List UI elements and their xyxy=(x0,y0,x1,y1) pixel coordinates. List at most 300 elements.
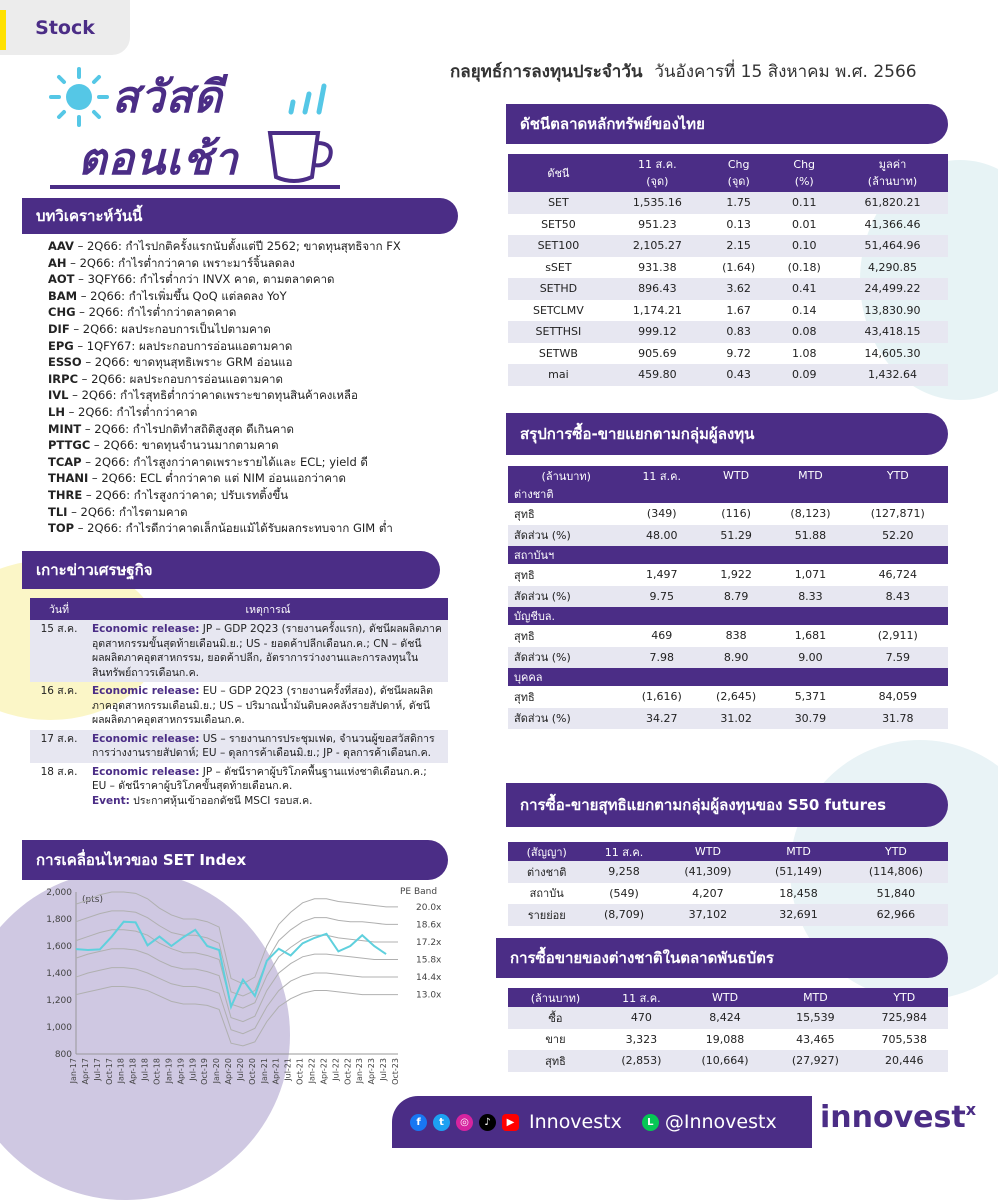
pe-band-title: PE Band xyxy=(400,887,438,897)
x-tick-label: Apr-23 xyxy=(367,1058,377,1085)
analysis-item xyxy=(48,470,401,487)
x-tick-label: Jul-18 xyxy=(140,1058,150,1081)
analysis-item xyxy=(48,404,401,421)
x-tick-label: Apr-17 xyxy=(80,1058,90,1085)
brand-logo: innovest$^x$ xyxy=(820,1100,977,1135)
table-cell: 0.11 xyxy=(771,192,837,214)
thai-index-table xyxy=(508,154,948,386)
table-cell: 725,984 xyxy=(861,1007,948,1029)
table-cell: 838 xyxy=(725,629,747,643)
table-row xyxy=(508,647,948,669)
table-cell: (549) xyxy=(609,886,639,900)
x-tick-label: Oct-19 xyxy=(200,1058,210,1085)
ticker: TCAP xyxy=(48,454,82,469)
analysis-item xyxy=(48,387,401,404)
table-cell: 0.01 xyxy=(791,217,817,231)
table-row xyxy=(508,343,948,365)
y-tick-label: 2,000 xyxy=(46,888,72,898)
econ-date: 18 ส.ค. xyxy=(40,765,78,778)
table-cell: สถาบัน xyxy=(529,887,564,901)
table-cell: 46,724 xyxy=(878,568,918,582)
investor-group-row xyxy=(508,546,948,564)
analysis-banner xyxy=(22,198,458,234)
table-cell: สัดส่วน (%) xyxy=(508,708,625,730)
table-cell: 0.10 xyxy=(771,235,837,257)
table-cell: SET50 xyxy=(541,217,576,231)
analysis-item xyxy=(48,304,401,321)
table-cell: 2.15 xyxy=(706,235,772,257)
econ-row xyxy=(30,730,448,763)
greeting-underline xyxy=(50,185,340,189)
thai-index-banner xyxy=(506,104,948,144)
sun-icon xyxy=(48,66,110,128)
column-header: 11 ส.ค. xyxy=(603,988,680,1007)
table-cell: SET xyxy=(508,192,609,214)
analysis-text: – 2Q66: ขาดทุนจำนวนมากตามคาด xyxy=(90,438,279,453)
pe-band-line xyxy=(76,930,398,1008)
table-cell: 1,174.21 xyxy=(632,303,682,317)
analysis-item xyxy=(48,454,401,471)
analysis-item xyxy=(48,437,401,454)
investor-banner xyxy=(506,413,948,455)
x-tick-label: Jul-20 xyxy=(235,1058,245,1081)
table-cell: 9,258 xyxy=(585,861,662,883)
table-cell: 999.12 xyxy=(609,321,706,343)
table-cell: (8,709) xyxy=(585,904,662,926)
x-tick-label: Jul-23 xyxy=(379,1058,389,1081)
column-header: MTD xyxy=(773,466,847,485)
table-cell: (2,853) xyxy=(603,1050,680,1072)
set-index-series xyxy=(76,922,386,1007)
table-cell: 13,830.90 xyxy=(864,303,921,317)
pe-band-label: 15.8x xyxy=(416,955,442,966)
econ-text: JP – ดัชนีราคาผู้บริโภคพื้นฐานแห่งชาติเดือนก.ค.; EU – ดัชนีราคาผู้บริโภคขั้นสุดท้ายเดือนก.ค. xyxy=(92,765,427,792)
table-cell: (10,664) xyxy=(680,1050,770,1072)
x-tick-label: Jan-19 xyxy=(164,1058,174,1084)
econ-table xyxy=(30,598,448,810)
analysis-text: – 2Q66: กำไรต่ำกว่าคาด เพราะมาร์จิ้นลดลง xyxy=(66,255,295,270)
table-cell: 4,207 xyxy=(692,886,724,900)
x-tick-label: Jan-17 xyxy=(69,1058,78,1084)
investor-table xyxy=(508,466,948,729)
table-cell: 51.88 xyxy=(773,525,847,547)
analysis-item xyxy=(48,271,401,288)
y-tick-label: 1,800 xyxy=(46,915,72,925)
set-index-chart xyxy=(30,882,450,1092)
x-tick-label: Oct-18 xyxy=(152,1058,162,1085)
econ-text: JP – GDP 2Q23 (รายงานครั้งแรก), ดัชนีผลผลิตภาคอุตสาหกรรมขั้นสุดท้ายเดือนมิ.ย.; US - ยอดค้าปลีกเดือนก.ค.; CN – ดัชนีผลผลิตภาคอุตสาหกรรม, ยอดค้าปลีก, อัตราการว่างงานและการลงทุนในสินทรัพย์ถาวรเดือนก.ค. xyxy=(92,623,442,679)
table-row xyxy=(508,214,948,236)
table-cell: 9.00 xyxy=(773,647,847,669)
table-cell: mai xyxy=(508,364,609,386)
table-cell: SETCLMV xyxy=(532,303,584,317)
pe-band-line xyxy=(76,949,398,1022)
table-cell: 8.90 xyxy=(699,647,773,669)
table-cell: รายย่อย xyxy=(508,904,585,926)
table-row xyxy=(508,586,948,608)
x-tick-label: Apr-22 xyxy=(319,1058,329,1085)
pe-band-label: 17.2x xyxy=(416,937,442,948)
bonds-banner xyxy=(496,938,948,978)
table-cell: 24,499.22 xyxy=(837,278,948,300)
column-header: MTD xyxy=(753,842,844,861)
analysis-item xyxy=(48,288,401,305)
analysis-title: บทวิเคราะห์วันนี้ xyxy=(36,207,143,225)
x-tick-label: Jan-21 xyxy=(259,1058,269,1084)
table-cell: 1,071 xyxy=(794,568,827,582)
investor-group-row xyxy=(508,668,948,686)
table-cell: 705,538 xyxy=(881,1032,928,1046)
analysis-text: – 2Q66: กำไรดีกว่าคาดเล็กน้อยแม้ได้รับผลกระทบจาก GIM ต่ำ xyxy=(74,521,393,536)
x-tick-label: Apr-20 xyxy=(224,1058,234,1085)
column-header: YTD xyxy=(848,466,948,485)
table-cell: (51,149) xyxy=(753,861,844,883)
x-tick-label: Jul-21 xyxy=(283,1058,293,1081)
table-cell: สัดส่วน (%) xyxy=(508,525,625,547)
table-cell: 0.83 xyxy=(706,321,772,343)
econ-label-2: Event: xyxy=(92,794,130,807)
pe-band-label: 14.4x xyxy=(416,973,442,984)
table-cell: (1,616) xyxy=(641,690,682,704)
table-cell: 51.29 xyxy=(699,525,773,547)
investor-group-name: ต่างชาติ xyxy=(508,485,948,503)
table-cell: ต่างชาติ xyxy=(508,861,585,883)
analysis-item xyxy=(48,354,401,371)
table-cell: SETTHSI xyxy=(508,321,609,343)
table-row xyxy=(508,235,948,257)
table-cell: 1.75 xyxy=(706,192,772,214)
econ-event xyxy=(88,763,448,811)
table-row xyxy=(508,1007,948,1029)
analysis-text: – 2Q66: กำไรปกติทำสถิติสูงสุด ดีเกินคาด xyxy=(81,421,295,436)
table-cell: 51,464.96 xyxy=(837,235,948,257)
greeting-line1: สวัสดี xyxy=(112,72,223,123)
x-tick-label: Apr-19 xyxy=(176,1058,186,1085)
table-cell: 0.41 xyxy=(771,278,837,300)
table-cell: สุทธิ xyxy=(514,690,535,704)
table-cell: 8,424 xyxy=(680,1007,770,1029)
twitter-icon[interactable]: t xyxy=(433,1114,450,1131)
ticker: THRE xyxy=(48,487,83,502)
analysis-text: – 2Q66: กำไรปกติครั้งแรกนับตั้งแต่ปี 2562; ขาดทุนสุทธิจาก FX xyxy=(73,239,401,253)
table-cell: 3.62 xyxy=(706,278,772,300)
econ-event xyxy=(88,682,448,730)
econ-label: Economic release: xyxy=(92,623,200,635)
table-header-row xyxy=(508,466,948,485)
table-cell: 931.38 xyxy=(638,260,677,274)
analysis-item xyxy=(48,238,401,255)
econ-date: 15 ส.ค. xyxy=(30,620,88,682)
column-header: 11 ส.ค. xyxy=(585,842,662,861)
y-axis-label: (pts) xyxy=(82,895,103,905)
ticker: AOT xyxy=(48,272,75,287)
ticker: AH xyxy=(48,255,67,270)
futures-title: การซื้อ-ขายสุทธิแยกตามกลุ่มผู้ลงทุนของ S50 futures xyxy=(520,796,887,814)
investor-group-name: สถาบันฯ xyxy=(508,546,948,564)
column-header: มูลค่า (ล้านบาท) xyxy=(837,154,948,192)
futures-table xyxy=(508,842,948,926)
table-row xyxy=(508,525,948,547)
analysis-text: – 2Q66: กำไรต่ำกว่าตลาดคาด xyxy=(75,305,237,320)
x-tick-label: Jan-23 xyxy=(355,1058,365,1084)
x-tick-label: Jan-20 xyxy=(212,1058,222,1084)
table-cell: 1,535.16 xyxy=(609,192,706,214)
table-cell: 905.69 xyxy=(638,346,677,360)
x-tick-label: Oct-20 xyxy=(247,1058,257,1085)
table-cell: 5,371 xyxy=(794,690,827,704)
analysis-text: – 2Q66: ขาดทุนสุทธิเพราะ GRM อ่อนแอ xyxy=(81,355,293,370)
investor-title: สรุปการซื้อ-ขายแยกตามกลุ่มผู้ลงทุน xyxy=(520,425,755,443)
table-cell: 470 xyxy=(603,1007,680,1029)
ticker: AAV xyxy=(48,239,74,253)
econ-date: 17 ส.ค. xyxy=(30,730,88,763)
table-cell: 41,366.46 xyxy=(864,217,921,231)
table-row xyxy=(508,192,948,214)
x-tick-label: Oct-21 xyxy=(295,1058,305,1085)
ticker: ESSO xyxy=(48,355,82,370)
ticker: THANI xyxy=(48,471,89,486)
ticker: LH xyxy=(48,404,65,419)
table-cell: 8.33 xyxy=(773,586,847,608)
table-cell: 0.09 xyxy=(771,364,837,386)
x-tick-label: Oct-17 xyxy=(104,1058,114,1085)
column-header: (สัญญา) xyxy=(508,842,585,861)
analysis-item xyxy=(48,371,401,388)
pe-band-line xyxy=(76,968,398,1034)
table-cell: สัดส่วน (%) xyxy=(508,647,625,669)
investor-group-name: บุคคล xyxy=(508,668,948,686)
table-cell: 2,105.27 xyxy=(609,235,706,257)
ticker: TLI xyxy=(48,504,68,519)
table-row xyxy=(508,321,948,343)
econ-col-date: วันที่ xyxy=(30,598,88,620)
table-cell: 0.43 xyxy=(706,364,772,386)
investor-group-row xyxy=(508,485,948,503)
table-cell: 1.67 xyxy=(726,303,751,317)
facebook-icon[interactable]: f xyxy=(410,1114,427,1131)
econ-text-2: ประกาศหุ้นเข้าออกดัชนี MSCI รอบส.ค. xyxy=(129,794,313,807)
column-header: ดัชนี xyxy=(508,154,609,192)
column-header: WTD xyxy=(699,466,773,485)
table-cell: (1.64) xyxy=(722,260,756,274)
table-cell: 31.78 xyxy=(848,708,948,730)
y-tick-label: 1,000 xyxy=(46,1023,72,1033)
table-cell: (116) xyxy=(721,507,751,521)
greeting-line2: ตอนเช้า xyxy=(78,134,239,185)
analysis-text: – 2Q66: กำไรตามคาด xyxy=(67,504,188,519)
table-cell: 951.23 xyxy=(638,217,677,231)
econ-label: Economic release: xyxy=(92,732,200,745)
table-cell: 20,446 xyxy=(861,1050,948,1072)
table-cell: 7.59 xyxy=(848,647,948,669)
table-cell: 4,290.85 xyxy=(868,260,917,274)
column-header: 11 ส.ค. xyxy=(625,466,699,485)
analysis-list xyxy=(48,238,401,537)
econ-row xyxy=(30,620,448,682)
x-tick-label: Jan-22 xyxy=(307,1058,317,1084)
table-cell: 62,966 xyxy=(844,904,948,926)
bonds-table xyxy=(508,988,948,1072)
analysis-text: – 2Q66: กำไรสูงกว่าคาดเพราะรายได้และ ECL; yield ดี xyxy=(81,454,368,469)
column-header: YTD xyxy=(844,842,948,861)
x-tick-label: Apr-18 xyxy=(128,1058,138,1085)
column-header: Chg (%) xyxy=(771,154,837,192)
table-cell: สุทธิ xyxy=(514,507,535,521)
ticker: EPG xyxy=(48,338,74,353)
youtube-icon[interactable]: ▶ xyxy=(502,1114,519,1131)
futures-banner xyxy=(506,783,948,827)
table-cell: 30.79 xyxy=(773,708,847,730)
analysis-item xyxy=(48,487,401,504)
column-header: (ล้านบาท) xyxy=(508,988,603,1007)
analysis-text: – 2Q66: ECL ต่ำกว่าคาด แต่ NIM อ่อนแอกว่าคาด xyxy=(88,471,346,486)
table-cell: 51,840 xyxy=(876,886,916,900)
table-cell: (0.18) xyxy=(787,260,821,274)
ticker: MINT xyxy=(48,421,82,436)
table-cell: 8.79 xyxy=(699,586,773,608)
set-chart-title: การเคลื่อนไหวของ SET Index xyxy=(36,851,247,869)
table-cell: (41,309) xyxy=(663,861,754,883)
table-cell: 1,432.64 xyxy=(837,364,948,386)
table-row xyxy=(508,564,948,586)
table-cell: 7.98 xyxy=(625,647,699,669)
table-cell: 15,539 xyxy=(770,1007,860,1029)
pe-band-line xyxy=(76,911,398,996)
econ-text: US – รายงานการประชุมเฟด, จำนวนผู้ขอสวัสดิการการว่างงานรายสัปดาห์; EU – ดุลการค้าเดือนมิ.ย.; JP - ดุลการค้าเดือนก.ค. xyxy=(92,732,435,759)
table-row xyxy=(508,503,948,525)
strategy-title: กลยุทธ์การลงทุนประจำวัน xyxy=(450,62,643,82)
line-icon[interactable]: L xyxy=(642,1114,659,1131)
econ-row xyxy=(30,682,448,730)
thai-index-title: ดัชนีตลาดหลักทรัพย์ของไทย xyxy=(520,115,705,133)
table-header-row xyxy=(508,842,948,861)
econ-label: Economic release: xyxy=(92,765,200,778)
steam-icon xyxy=(285,80,330,120)
table-cell: สัดส่วน (%) xyxy=(508,586,625,608)
section-tag: Stock xyxy=(0,0,130,55)
econ-event xyxy=(88,730,448,763)
column-header: MTD xyxy=(770,988,860,1007)
table-row xyxy=(508,257,948,279)
table-cell: 1,497 xyxy=(645,568,678,582)
column-header: YTD xyxy=(861,988,948,1007)
analysis-text: – 2Q66: กำไรต่ำกว่าคาด xyxy=(64,404,198,419)
investor-group-row xyxy=(508,607,948,625)
analysis-text: – 2Q66: ผลประกอบการเป็นไปตามคาด xyxy=(69,321,271,336)
table-cell: 0.13 xyxy=(726,217,751,231)
table-row xyxy=(508,300,948,322)
report-date: วันอังคารที่ 15 สิงหาคม พ.ศ. 2566 xyxy=(654,62,917,82)
table-cell: 9.75 xyxy=(625,586,699,608)
table-cell: 31.02 xyxy=(699,708,773,730)
analysis-text: – 3QFY66: กำไรต่ำกว่า INVX คาด, ตามตลาดคาด xyxy=(74,272,335,287)
coffee-cup-icon xyxy=(262,125,342,190)
ticker: TOP xyxy=(48,521,75,536)
x-tick-label: Apr-21 xyxy=(271,1058,281,1085)
table-cell: 18,458 xyxy=(779,886,818,900)
table-cell: 459.80 xyxy=(609,364,706,386)
analysis-item xyxy=(48,421,401,438)
econ-text: EU – GDP 2Q23 (รายงานครั้งที่สอง), ดัชนีผลผลิตภาคอุตสาหกรรมเดือนมิ.ย.; US – ปริมาณน้ำมันดิบคงคลังรายสัปดาห์, ดัชนีผลผลิตภาคอุตสาหกรรมเดือนก.ค. xyxy=(92,685,433,726)
table-row xyxy=(508,904,948,926)
social-footer xyxy=(392,1096,812,1148)
table-cell: 8.43 xyxy=(848,586,948,608)
ticker: IRPC xyxy=(48,371,79,386)
analysis-item xyxy=(48,520,401,537)
table-cell: สุทธิ xyxy=(514,568,535,582)
table-cell: 32,691 xyxy=(753,904,844,926)
table-cell: 0.14 xyxy=(791,303,817,317)
table-row xyxy=(508,883,948,905)
table-cell: SETWB xyxy=(538,346,578,360)
table-row xyxy=(508,708,948,730)
analysis-text: – 2Q66: กำไรสูงกว่าคาด; ปรับเรทติ้งขึ้น xyxy=(82,487,289,502)
page-header xyxy=(450,58,917,85)
table-cell: 52.20 xyxy=(848,525,948,547)
table-row xyxy=(508,1029,948,1051)
table-cell: SETHD xyxy=(508,278,609,300)
ticker: CHG xyxy=(48,305,76,320)
x-tick-label: Oct-22 xyxy=(343,1058,353,1085)
ticker: DIF xyxy=(48,321,70,336)
table-row xyxy=(508,278,948,300)
column-header: Chg (จุด) xyxy=(706,154,772,192)
y-tick-label: 1,600 xyxy=(46,942,72,952)
table-cell: 61,820.21 xyxy=(837,192,948,214)
pe-band-label: 18.6x xyxy=(416,920,442,931)
table-cell: 3,323 xyxy=(625,1032,658,1046)
table-cell: 48.00 xyxy=(625,525,699,547)
social-handle-2[interactable]: @Innovestx xyxy=(664,1111,777,1133)
table-cell: (2,645) xyxy=(716,690,757,704)
table-cell: สุทธิ xyxy=(508,1050,603,1072)
table-header-row xyxy=(508,154,948,192)
econ-col-event: เหตุการณ์ xyxy=(88,598,448,620)
table-cell: 84,059 xyxy=(878,690,918,704)
social-handle-1[interactable]: Innovestx xyxy=(529,1111,622,1133)
table-cell: (8,123) xyxy=(790,507,831,521)
table-row xyxy=(508,364,948,386)
ticker: BAM xyxy=(48,288,78,303)
column-header: (ล้านบาท) xyxy=(508,466,625,485)
x-tick-label: Jul-19 xyxy=(188,1058,198,1081)
table-row xyxy=(508,861,948,883)
econ-event xyxy=(88,620,448,682)
y-tick-label: 1,400 xyxy=(46,969,72,979)
analysis-item xyxy=(48,321,401,338)
pe-band-label: 13.0x xyxy=(416,990,442,1001)
tiktok-icon[interactable]: ♪ xyxy=(479,1114,496,1131)
table-cell: 1,681 xyxy=(794,629,827,643)
ticker: IVL xyxy=(48,388,69,403)
instagram-icon[interactable]: ◎ xyxy=(456,1114,473,1131)
analysis-item xyxy=(48,255,401,272)
analysis-text: – 2Q66: กำไรเพิ่มขึ้น QoQ แต่ลดลง YoY xyxy=(77,288,287,303)
table-cell: 34.27 xyxy=(625,708,699,730)
x-tick-label: Jul-22 xyxy=(331,1058,341,1081)
table-cell: (2,911) xyxy=(877,629,918,643)
table-cell: SET100 xyxy=(508,235,609,257)
table-cell: สุทธิ xyxy=(514,629,535,643)
econ-row xyxy=(30,763,448,811)
table-cell: ขาย xyxy=(545,1033,566,1047)
table-cell: (349) xyxy=(646,507,677,521)
analysis-text: – 2Q66: ผลประกอบการอ่อนแอตามคาด xyxy=(78,371,283,386)
analysis-text: – 1QFY67: ผลประกอบการอ่อนแอตามคาด xyxy=(73,338,293,353)
econ-date: 16 ส.ค. xyxy=(40,685,78,697)
x-tick-label: Jan-18 xyxy=(116,1058,126,1084)
analysis-text: – 2Q66: กำไรสุทธิต่ำกว่าคาดเพราะขาดทุนสินค้าคงเหลือ xyxy=(68,388,358,403)
